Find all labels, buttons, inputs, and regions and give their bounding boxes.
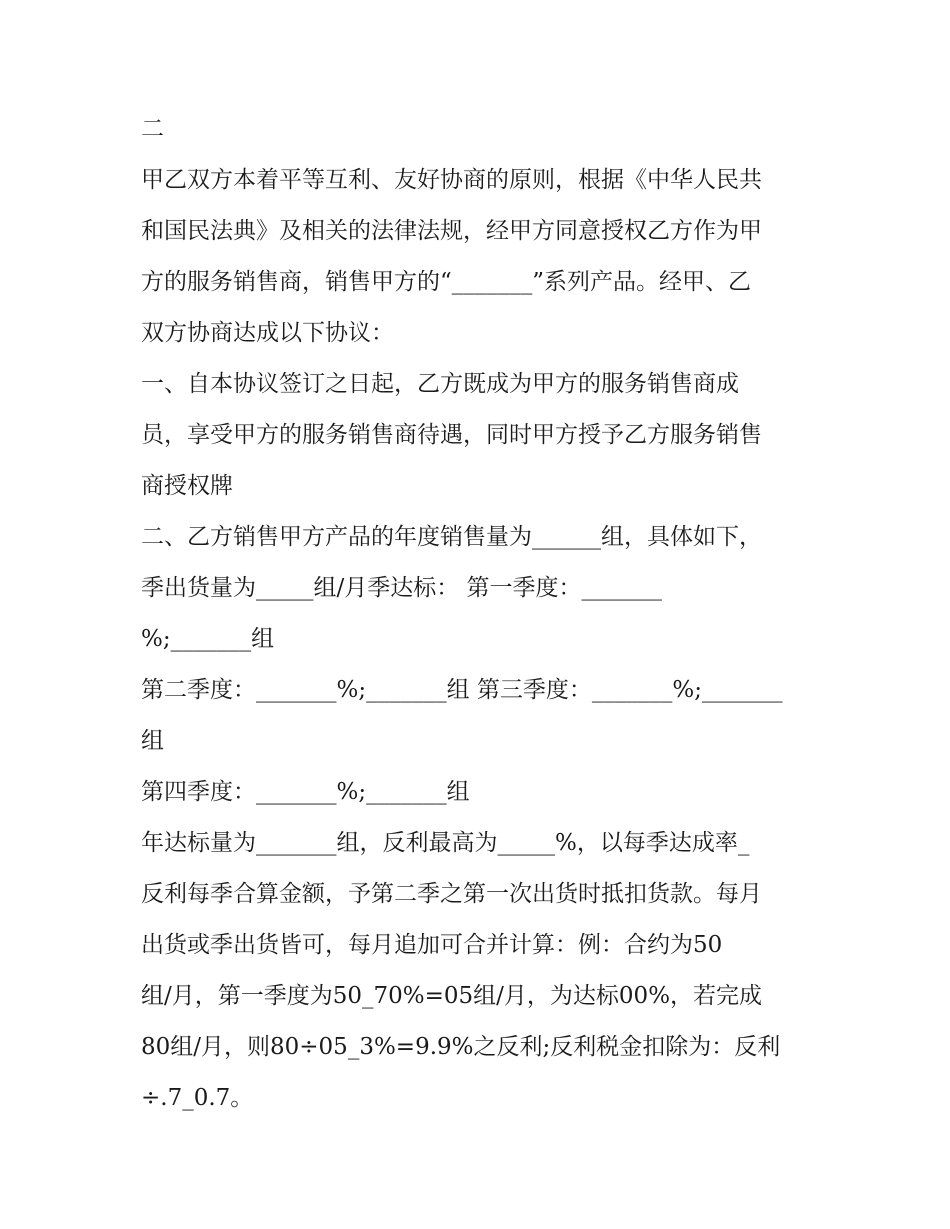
paragraph-line: 第四季度：_______%;_______组	[141, 779, 470, 805]
paragraph-line: 一、自本协议签订之日起，乙方既成为甲方的服务销售商成	[141, 371, 739, 397]
paragraph-line: 反利每季合算金额，予第二季之第一次出货时抵扣货款。每月	[141, 881, 762, 907]
paragraph-line: 组/月，第一季度为50_70%=05组/月，为达标00%，若完成	[141, 983, 763, 1009]
paragraph-line: 第二季度：_______%;_______组 第三季度：_______%;_______	[141, 677, 783, 703]
paragraph-line: 季出货量为_____组/月季达标： 第一季度：_______	[141, 575, 663, 601]
paragraph-line: 和国民法典》及相关的法律法规，经甲方同意授权乙方作为甲	[141, 218, 762, 244]
paragraph-line: ÷.7_0.7。	[141, 1085, 254, 1111]
paragraph-line: 方的服务销售商，销售甲方的“_______”系列产品。经甲、乙	[141, 269, 752, 295]
paragraph-line: 双方协商达成以下协议：	[141, 320, 394, 346]
paragraph-line: %;_______组	[141, 626, 275, 652]
agreement-body	[141, 104, 821, 1124]
paragraph-line: 员，享受甲方的服务销售商待遇，同时甲方授予乙方服务销售	[141, 422, 762, 448]
paragraph-line: 出货或季出货皆可，每月追加可合并计算：例：合约为50	[141, 932, 723, 958]
paragraph-line: 80组/月，则80÷05_3%=9.9%之反利;反利税金扣除为：反利	[141, 1034, 781, 1060]
paragraph-line: 年达标量为_______组，反利最高为_____%，以每季达成率_	[141, 830, 750, 856]
paragraph-line: 组	[141, 728, 164, 754]
section-heading: 二	[141, 116, 164, 142]
paragraph-line: 甲乙双方本着平等互利、友好协商的原则，根据《中华人民共	[141, 167, 762, 193]
paragraph-line: 二、乙方销售甲方产品的年度销售量为______组，具体如下，	[141, 524, 762, 550]
paragraph-line: 商授权牌	[141, 473, 233, 499]
